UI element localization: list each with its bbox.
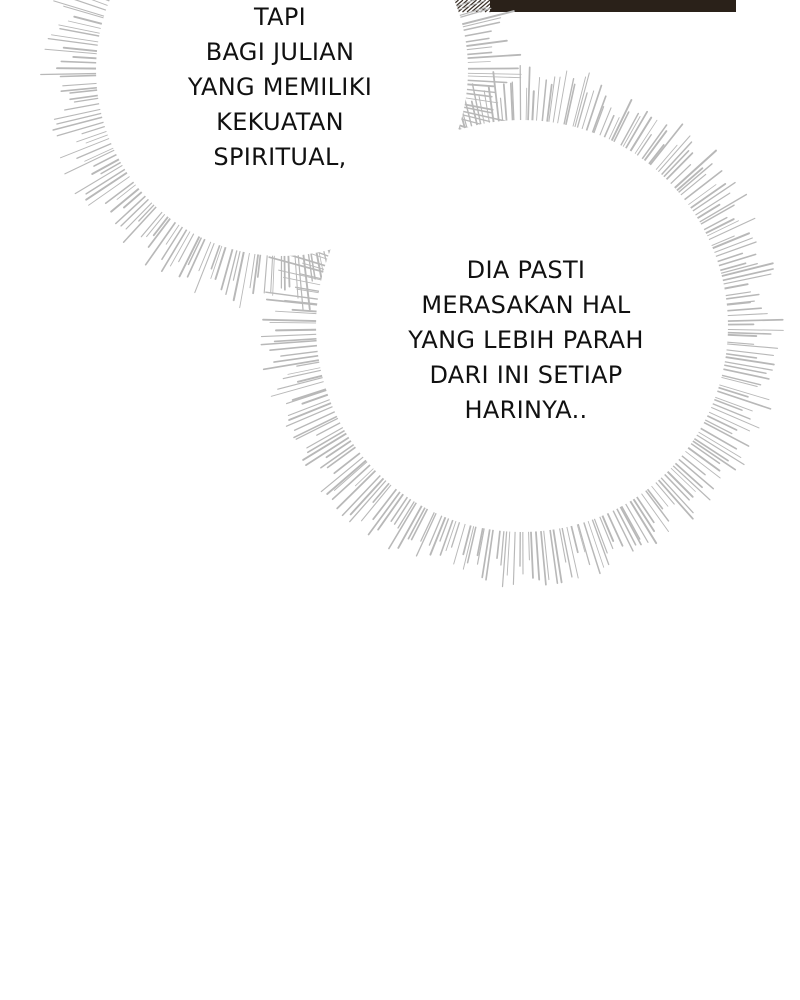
burst-spike [686, 184, 725, 212]
caption-line: SPIRITUAL, [213, 143, 347, 171]
burst-spike [48, 39, 103, 46]
burst-spike [710, 395, 753, 411]
caption-line: MERASAKAN HAL [421, 291, 631, 319]
burst-spike [680, 171, 722, 203]
burst-spike [661, 470, 690, 500]
burst-spike [66, 0, 111, 12]
thought-bubble-two-text [376, 253, 676, 428]
burst-spike [561, 522, 572, 577]
burst-spike [111, 185, 143, 212]
burst-spike [598, 511, 613, 548]
burst-spike [267, 300, 323, 306]
burst-spike [691, 193, 730, 218]
burst-spike [513, 526, 515, 585]
burst-spike [61, 75, 103, 76]
burst-spike [289, 401, 336, 420]
burst-spike [276, 330, 322, 331]
burst-spike [271, 250, 273, 293]
burst-spike [531, 526, 533, 578]
burst-spike [720, 356, 774, 364]
burst-spike [540, 525, 546, 585]
caption-line: KEKUATAN [216, 108, 344, 136]
burst-spike [468, 521, 478, 563]
thought-bubble-one-text [130, 0, 430, 175]
burst-spike [609, 100, 631, 146]
caption-line: HARINYA.. [464, 396, 588, 424]
burst-spike [536, 78, 540, 127]
burst-spike [577, 518, 590, 564]
burst-spike [663, 467, 692, 496]
burst-spike [67, 0, 115, 3]
burst-spike [266, 292, 324, 300]
burst-spike [722, 320, 783, 322]
burst-spike [591, 96, 606, 138]
burst-spike [64, 6, 109, 19]
burst-spike [264, 249, 268, 293]
caption-line: YANG MEMILIKI [187, 73, 373, 101]
burst-spike [638, 489, 668, 532]
burst-spike [573, 73, 589, 133]
burst-spike [430, 512, 447, 555]
burst-spike [630, 494, 654, 531]
burst-spike [722, 314, 768, 316]
burst-spike [614, 504, 635, 545]
burst-spike [536, 526, 540, 580]
caption-line: DARI INI SETIAP [429, 361, 623, 389]
burst-spike [454, 518, 467, 564]
burst-spike [722, 332, 771, 334]
burst-spike [61, 61, 102, 63]
burst-spike [689, 435, 728, 460]
burst-spike [362, 480, 395, 521]
burst-spike [632, 120, 657, 159]
burst-spike [528, 67, 530, 126]
burst-spike [41, 73, 102, 74]
burst-spike [262, 334, 323, 337]
burst-spike [389, 498, 419, 549]
burst-spike [293, 387, 332, 400]
burst-spike [722, 329, 783, 330]
burst-spike [308, 428, 350, 453]
burst-spike [542, 80, 547, 127]
burst-spike [716, 376, 758, 387]
burst-spike [565, 84, 575, 130]
burst-spike [264, 359, 325, 369]
burst-spike [65, 103, 105, 110]
burst-spike [462, 55, 521, 59]
burst-spike [462, 73, 521, 74]
burst-spike [287, 404, 339, 426]
caption-line: BAGI JULIAN [205, 38, 355, 66]
burst-spike [263, 320, 322, 322]
burst-spike [507, 526, 510, 576]
burst-spike [270, 345, 323, 350]
burst-spike [704, 410, 750, 431]
burst-spike [270, 322, 322, 323]
caption-line: YANG LEBIH PARAH [408, 326, 644, 354]
burst-spike [462, 76, 521, 78]
top-artwork-dark-strip [490, 0, 736, 12]
caption-line: TAPI [254, 3, 306, 31]
burst-spike [60, 136, 114, 158]
burst-spike [576, 93, 587, 133]
burst-spike [162, 222, 186, 259]
burst-spike [334, 458, 371, 491]
burst-spike [462, 80, 507, 83]
burst-spike [702, 221, 739, 239]
burst-spike [707, 402, 750, 420]
burst-spike [714, 383, 769, 400]
burst-spike [478, 523, 486, 565]
caption-line: DIA PASTI [466, 256, 586, 284]
burst-spike [683, 444, 719, 470]
burst-spike [240, 247, 251, 308]
